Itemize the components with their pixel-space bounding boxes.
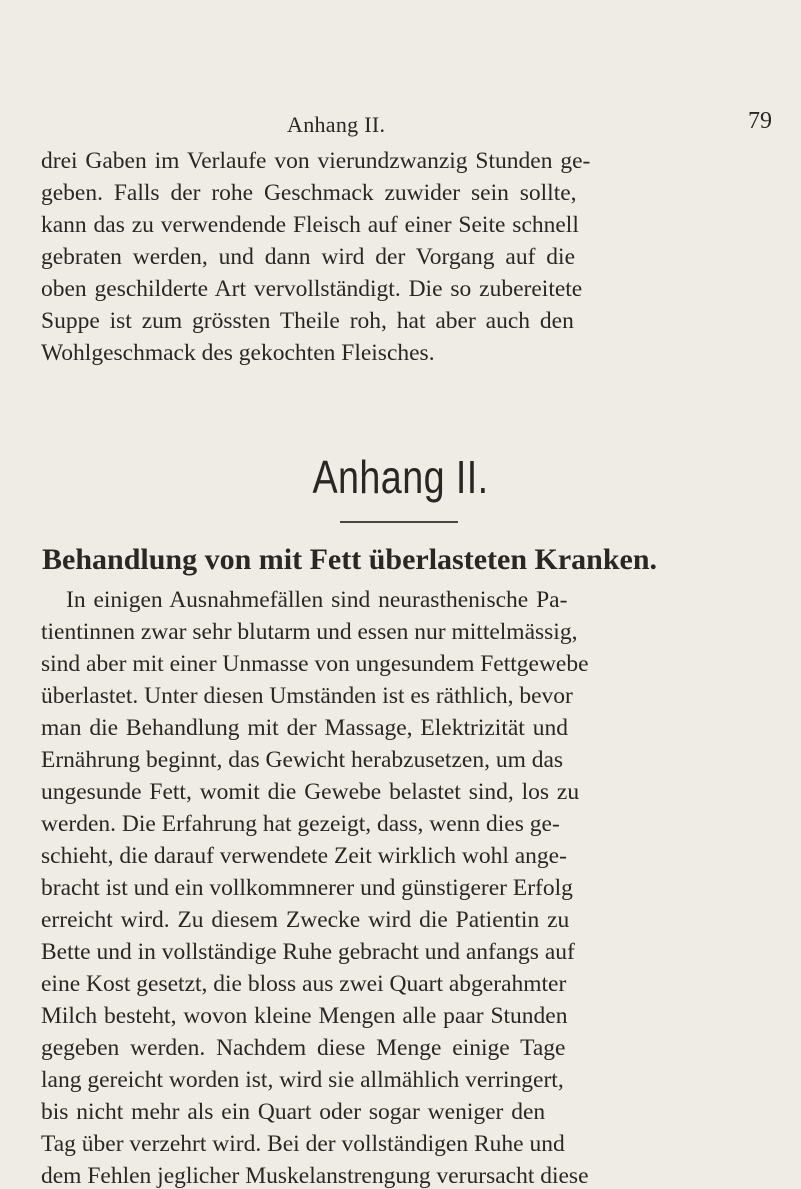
text-line: gegeben werden. Nachdem diese Menge einige Tage bbox=[41, 1035, 566, 1061]
text-line: eine Kost gesetzt, die bloss aus zwei Quart abgerahmter bbox=[41, 971, 567, 997]
text-line: tientinnen zwar sehr blutarm und essen nur mittelmässig, bbox=[41, 619, 578, 645]
text-line: Ernährung beginnt, das Gewicht herabzusetzen, um das bbox=[41, 747, 564, 773]
text-line: werden. Die Erfahrung hat gezeigt, dass, wenn dies ge- bbox=[41, 811, 560, 837]
text-line: geben. Falls der rohe Geschmack zuwider sein sollte, bbox=[41, 180, 577, 206]
text-line: bracht ist und ein vollkommnerer und günstigerer Erfolg bbox=[41, 875, 573, 901]
section-subtitle: Behandlung von mit Fett überlasteten Kranken. bbox=[42, 543, 658, 576]
text-line: In einigen Ausnahmefällen sind neurasthenische Pa- bbox=[66, 587, 568, 613]
divider-rule bbox=[340, 521, 458, 523]
text-line: überlastet. Unter diesen Umständen ist es räthlich, bevor bbox=[41, 683, 573, 709]
text-line: drei Gaben im Verlaufe von vierundzwanzig Stunden ge- bbox=[41, 148, 591, 174]
text-line: sind aber mit einer Unmasse von ungesundem Fettgewebe bbox=[41, 651, 589, 677]
text-line: ungesunde Fett, womit die Gewebe belastet sind, los zu bbox=[41, 779, 580, 805]
text-line: Suppe ist zum grössten Theile roh, hat aber auch den bbox=[41, 308, 574, 334]
page-number: 79 bbox=[748, 108, 772, 134]
running-head: Anhang II. bbox=[287, 112, 386, 137]
text-line: schieht, die darauf verwendete Zeit wirklich wohl ange- bbox=[41, 843, 567, 869]
text-line: dem Fehlen jeglicher Muskelanstrengung verursacht diese bbox=[41, 1163, 589, 1189]
section-title: Anhang II. bbox=[312, 451, 489, 503]
text-line: bis nicht mehr als ein Quart oder sogar weniger den bbox=[41, 1099, 546, 1125]
text-line: oben geschilderte Art vervollständigt. Die so zubereitete bbox=[41, 276, 583, 302]
text-line: lang gereicht worden ist, wird sie allmählich verringert, bbox=[41, 1067, 564, 1093]
text-line: kann das zu verwendende Fleisch auf einer Seite schnell bbox=[41, 212, 579, 238]
text-line: gebraten werden, und dann wird der Vorgang auf die bbox=[41, 244, 576, 270]
text-line: Tag über verzehrt wird. Bei der vollständigen Ruhe und bbox=[41, 1131, 565, 1157]
text-line: Wohlgeschmack des gekochten Fleisches. bbox=[41, 340, 435, 366]
text-line: Milch besteht, wovon kleine Mengen alle paar Stunden bbox=[41, 1003, 568, 1029]
text-line: Bette und in vollständige Ruhe gebracht und anfangs auf bbox=[41, 939, 575, 965]
text-line: erreicht wird. Zu diesem Zwecke wird die Patientin zu bbox=[41, 907, 570, 933]
text-line: man die Behandlung mit der Massage, Elektrizität und bbox=[41, 715, 568, 741]
